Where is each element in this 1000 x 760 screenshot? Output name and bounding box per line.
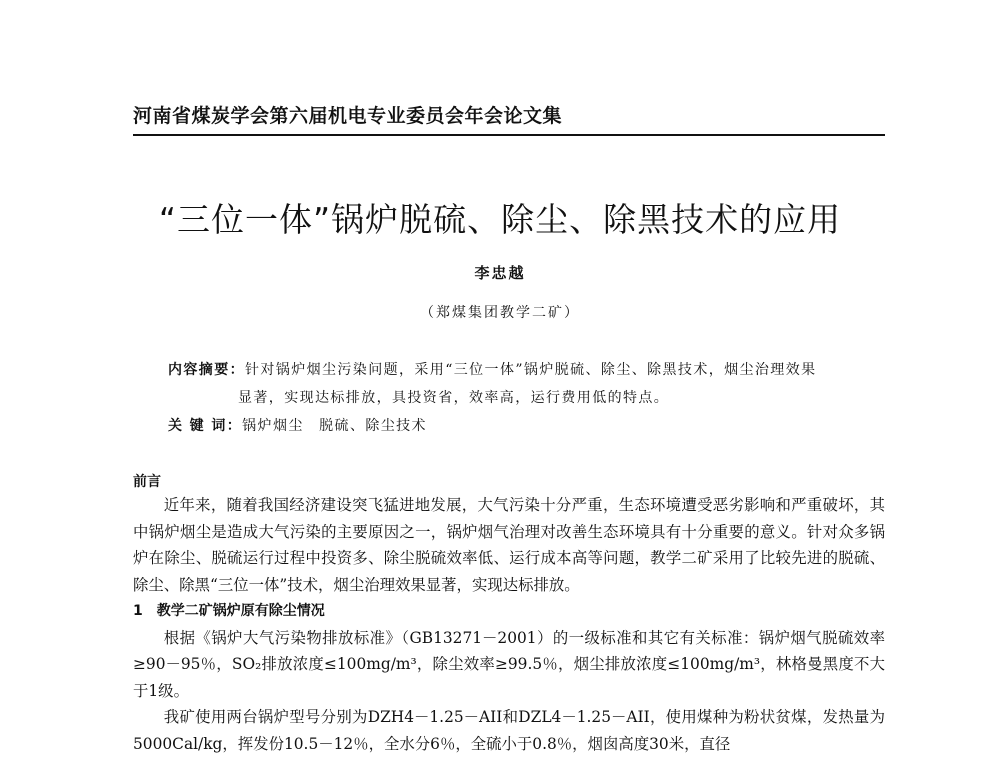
body-text: [133, 492, 885, 757]
section-1-paragraph-2: 我矿使用两台锅炉型号分别为DZH4－1.25－AII和DZL4－1.25－AII，使用煤种为粉状贫煤，发热量为5000Cal/kg，挥发份10.5－12％，全水分6％，全硫小于0.8％，烟囱高度30米，直径: [133, 708, 885, 753]
keywords-label: 关 键 词：: [168, 418, 243, 434]
article-title: “三位一体”锅炉脱硫、除尘、除黑技术的应用: [158, 200, 842, 239]
abstract-line-2: 显著，实现达标排放，具投资省，效率高，运行费用低的特点。: [238, 390, 670, 406]
header-rule: [133, 134, 885, 136]
abstract-line-1: [168, 356, 888, 384]
abstract-text-1: 针对锅炉烟尘污染问题，采用“三位一体”锅炉脱硫、除尘、除黑技术，烟尘治理效果: [245, 362, 817, 378]
preface-heading: 前言: [133, 474, 161, 490]
keywords-block: [168, 412, 427, 440]
author-affiliation: （郑煤集团教学二矿）: [420, 305, 580, 321]
preface-paragraph: 近年来，随着我国经济建设突飞猛进地发展，大气污染十分严重，生态环境遭受恶劣影响和严重破坏，其中锅炉烟尘是造成大气污染的主要原因之一，锅炉烟气治理对改善生态环境具有十分重要的意义。针对众多锅炉在除尘、脱硫运行过程中投资多、除尘脱硫效率低、运行成本高等问题，教学二矿采用了比较先进的脱硫、除尘、除黑“三位一体”技术，烟尘治理效果显著，实现达标排放。: [133, 496, 885, 594]
author-name: 李忠越: [474, 264, 526, 282]
running-header: 河南省煤炭学会第六届机电专业委员会年会论文集: [133, 105, 563, 127]
abstract-label: 内容摘要：: [168, 362, 245, 378]
section-1-paragraph-1: 根据《锅炉大气污染物排放标准》（GB13271－2001）的一级标准和其它有关标准：锅炉烟气脱硫效率≥90－95％，SO₂排放浓度≤100mg/m³，除尘效率≥99.5％，烟尘排放浓度≤100mg/m³，林格曼黑度不大于1级。: [133, 628, 885, 700]
abstract-block: [168, 356, 888, 412]
keywords-text: 锅炉烟尘 脱硫、除尘技术: [242, 418, 427, 434]
section-1-heading: 1 教学二矿锅炉原有除尘情况: [133, 603, 325, 619]
